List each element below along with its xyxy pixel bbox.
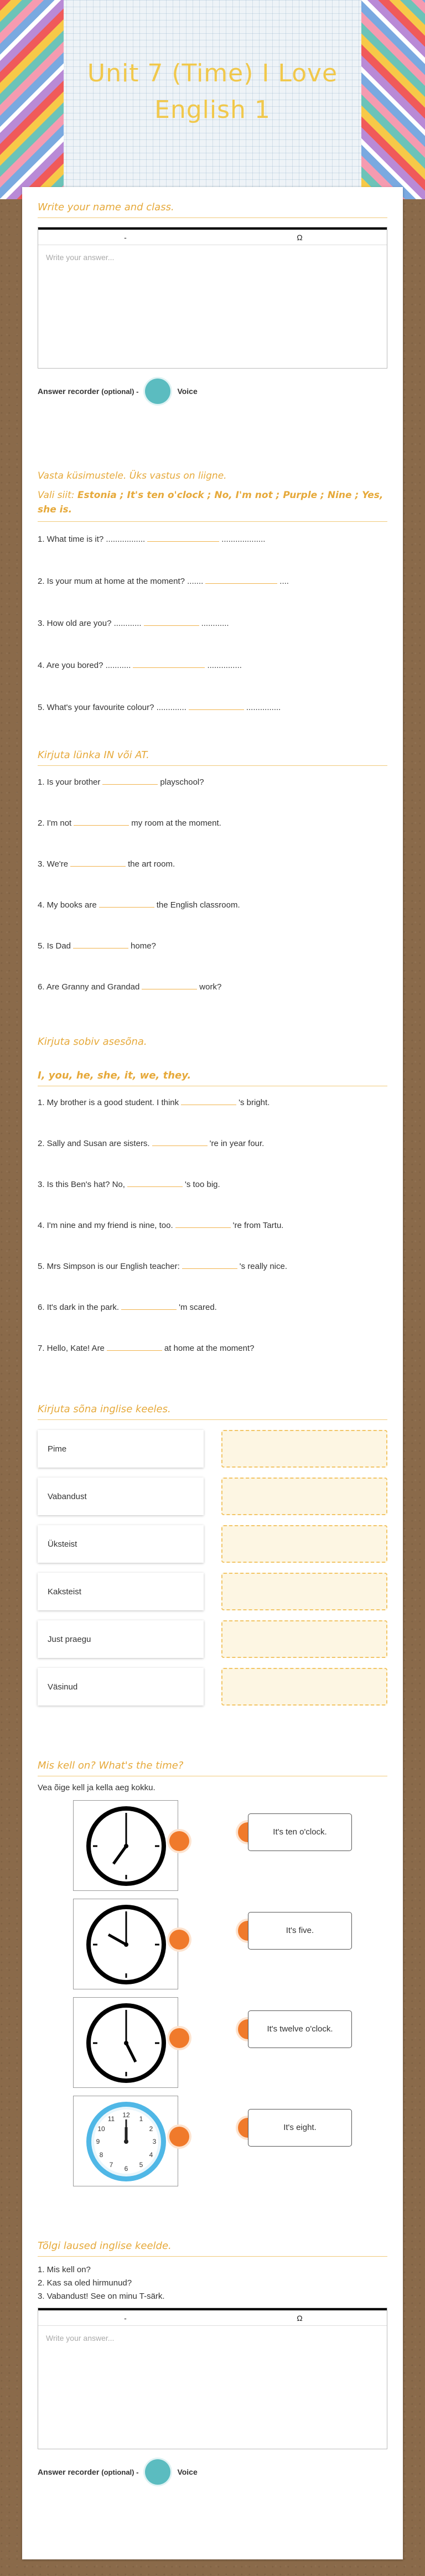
recorder-voice-label: Voice	[177, 387, 198, 396]
time-answer-card[interactable]: It's ten o'clock.	[248, 1813, 352, 1851]
question-item: 4. I'm nine and my friend is nine, too. 're from Tartu.	[38, 1218, 387, 1259]
page-title: Unit 7 (Time) I Love English 1	[87, 59, 338, 124]
match-row	[38, 1620, 387, 1658]
record-voice-button[interactable]	[145, 379, 170, 404]
clock-image	[73, 1899, 178, 1989]
question-item: 1. What time is it? ................. ...................	[38, 532, 387, 574]
time-answer-card[interactable]: It's eight.	[248, 2109, 352, 2147]
word-card[interactable]: Pime	[38, 1430, 204, 1468]
recorder-optional-label: (optional) -	[101, 387, 139, 396]
answer-blank[interactable]	[73, 939, 128, 948]
answer-blank[interactable]	[102, 775, 158, 785]
word-card[interactable]: Just praegu	[38, 1620, 204, 1658]
answer-blank[interactable]	[99, 898, 154, 908]
page-header	[0, 0, 425, 199]
section-heading: Kirjuta lünka IN või AT.	[38, 749, 387, 766]
answer-blank[interactable]	[152, 1136, 208, 1146]
match-list	[38, 1430, 387, 1706]
question-item: 2. I'm not my room at the moment.	[38, 816, 387, 857]
drop-zone[interactable]	[221, 1525, 387, 1563]
section-heading: Mis kell on? What's the time?	[38, 1760, 387, 1776]
sentence-item: 1. Mis kell on?	[38, 2265, 91, 2274]
drop-zone[interactable]	[221, 1478, 387, 1515]
svg-text:1: 1	[139, 2115, 143, 2123]
svg-text:9: 9	[96, 2138, 100, 2145]
clock-match-row	[38, 2096, 387, 2194]
clock-image	[73, 2096, 178, 2186]
match-row	[38, 1573, 387, 1610]
answer-recorder	[38, 2459, 387, 2485]
question-item: 5. Mrs Simpson is our English teacher: 's really nice.	[38, 1259, 387, 1300]
svg-text:4: 4	[149, 2151, 153, 2159]
clock-twelve-icon	[74, 2096, 179, 2187]
question-item: 4. Are you bored? ........... ...............	[38, 658, 387, 700]
translate-sentences-section	[38, 2240, 387, 2485]
word-bank-prefix: Vali siit:	[38, 490, 75, 501]
pronoun-options: I, you, he, she, it, we, they.	[38, 1070, 387, 1086]
translate-words-section	[38, 1403, 387, 1706]
recorder-label: Answer recorder	[38, 2468, 100, 2476]
question-item: 3. We're the art room.	[38, 857, 387, 898]
question-item: 1. My brother is a good student. I think 's bright.	[38, 1095, 387, 1136]
clock-section	[38, 1760, 387, 2194]
word-card[interactable]: Väsinud	[38, 1668, 204, 1706]
answer-blank[interactable]	[74, 816, 129, 826]
answer-blank[interactable]	[142, 979, 197, 989]
answer-textarea[interactable]: Write your answer...	[46, 2334, 115, 2342]
sentence-item: 2. Kas sa oled hirmunud?	[38, 2278, 132, 2288]
answer-blank[interactable]	[181, 1095, 236, 1105]
drop-zone[interactable]	[221, 1430, 387, 1468]
omega-symbol-button[interactable]: Ω	[297, 2314, 303, 2323]
svg-text:7: 7	[109, 2161, 113, 2169]
recorder-optional-label: (optional) -	[101, 2468, 139, 2476]
svg-text:10: 10	[97, 2125, 105, 2133]
match-connector-knob[interactable]	[169, 1930, 189, 1950]
section-heading: Kirjuta sobiv asesõna.	[38, 1036, 147, 1048]
recorder-label: Answer recorder	[38, 387, 100, 396]
question-item: 2. Is your mum at home at the moment? ....... ....	[38, 574, 387, 616]
in-at-section	[38, 749, 387, 1020]
svg-text:3: 3	[152, 2138, 157, 2145]
question-item: 2. Sally and Susan are sisters. 're in year four.	[38, 1136, 387, 1177]
question-item: 3. Is this Ben's hat? No, 's too big.	[38, 1177, 387, 1218]
question-item: 6. Are Granny and Grandad work?	[38, 979, 387, 1020]
name-section	[38, 201, 387, 404]
time-answer-card[interactable]: It's twelve o'clock.	[248, 2010, 352, 2048]
match-connector-knob[interactable]	[169, 1831, 189, 1851]
answer-blank[interactable]	[144, 616, 199, 626]
match-row	[38, 1478, 387, 1515]
answer-blank[interactable]	[205, 574, 277, 584]
answer-box	[38, 2308, 387, 2449]
sentence-item: 3. Vabandust! See on minu T-särk.	[38, 2292, 165, 2301]
svg-text:8: 8	[99, 2151, 103, 2159]
section-heading: Write your name and class.	[38, 201, 387, 218]
drop-zone[interactable]	[221, 1668, 387, 1706]
question-item: 5. Is Dad home?	[38, 939, 387, 979]
svg-text:12: 12	[122, 2111, 130, 2119]
drop-zone[interactable]	[221, 1620, 387, 1658]
worksheet-card	[22, 187, 403, 2559]
record-voice-button[interactable]	[145, 2459, 170, 2485]
word-card[interactable]: Kaksteist	[38, 1573, 204, 1610]
svg-text:5: 5	[139, 2161, 143, 2169]
match-row	[38, 1525, 387, 1563]
question-item: 3. How old are you? ............ ............	[38, 616, 387, 658]
drop-zone[interactable]	[221, 1573, 387, 1610]
answer-blank[interactable]	[182, 1259, 237, 1269]
time-answer-card[interactable]: It's five.	[248, 1912, 352, 1950]
dash-button[interactable]: -	[124, 2314, 127, 2323]
question-list	[38, 1095, 387, 1382]
svg-text:2: 2	[149, 2125, 153, 2133]
svg-text:11: 11	[107, 2115, 115, 2123]
answer-blank[interactable]	[127, 1177, 183, 1187]
decorative-chevron-pattern-right	[361, 0, 425, 199]
answer-box	[38, 227, 387, 369]
answer-textarea[interactable]: Write your answer...	[46, 253, 115, 262]
match-row	[38, 1430, 387, 1468]
question-item: 5. What's your favourite colour? ............. ...............	[38, 700, 387, 742]
clock-instruction: Vea õige kell ja kella aeg kokku.	[38, 1783, 156, 1792]
clock-image	[73, 1800, 178, 1891]
section-heading: Vasta küsimustele. Üks vastus on liigne.	[38, 470, 227, 481]
svg-text:6: 6	[124, 2165, 128, 2173]
match-connector-knob[interactable]	[169, 2028, 189, 2048]
pronoun-section	[38, 1036, 387, 1382]
match-row	[38, 1668, 387, 1706]
question-item: 4. My books are the English classroom.	[38, 898, 387, 939]
clock-ten-icon	[74, 1899, 179, 1990]
answer-blank[interactable]	[147, 532, 219, 542]
answers-section	[38, 470, 387, 742]
question-item: 1. Is your brother playschool?	[38, 775, 387, 816]
word-bank	[38, 488, 387, 522]
answer-blank[interactable]	[107, 1341, 162, 1351]
word-card[interactable]: Üksteist	[38, 1525, 204, 1563]
recorder-voice-label: Voice	[177, 2468, 198, 2476]
answer-recorder	[38, 379, 387, 404]
clock-match-row	[38, 1997, 387, 2096]
question-list	[38, 532, 387, 742]
clock-eight-icon	[74, 1801, 179, 1891]
answer-blank[interactable]	[133, 658, 205, 668]
answer-blank[interactable]	[121, 1300, 177, 1310]
section-heading: Kirjuta sõna inglise keeles.	[38, 1403, 387, 1420]
section-heading: Tõlgi laused inglise keelde.	[38, 2240, 387, 2257]
question-item: 6. It's dark in the park. 'm scared.	[38, 1300, 387, 1341]
clock-match-row	[38, 1800, 387, 1899]
answer-blank[interactable]	[189, 700, 244, 710]
word-bank-options: Estonia ; It's ten o'clock ; No, I'm not ; Purple ; Nine ; Yes, she is.	[38, 490, 383, 515]
answer-blank[interactable]	[175, 1218, 231, 1228]
decorative-chevron-pattern-left	[0, 0, 64, 199]
match-connector-knob[interactable]	[169, 2127, 189, 2147]
answer-toolbar	[38, 2308, 387, 2326]
clock-match-row	[38, 1899, 387, 1997]
answer-toolbar	[38, 227, 387, 245]
clock-five-icon	[74, 1998, 179, 2088]
question-item: 7. Hello, Kate! Are at home at the moment?	[38, 1341, 387, 1382]
dash-button[interactable]: -	[124, 233, 127, 242]
sentence-list	[38, 2263, 387, 2303]
word-card[interactable]: Vabandust	[38, 1478, 204, 1515]
question-list	[38, 775, 387, 1020]
clock-image	[73, 1997, 178, 2088]
answer-blank[interactable]	[70, 857, 126, 867]
omega-symbol-button[interactable]: Ω	[297, 233, 303, 242]
